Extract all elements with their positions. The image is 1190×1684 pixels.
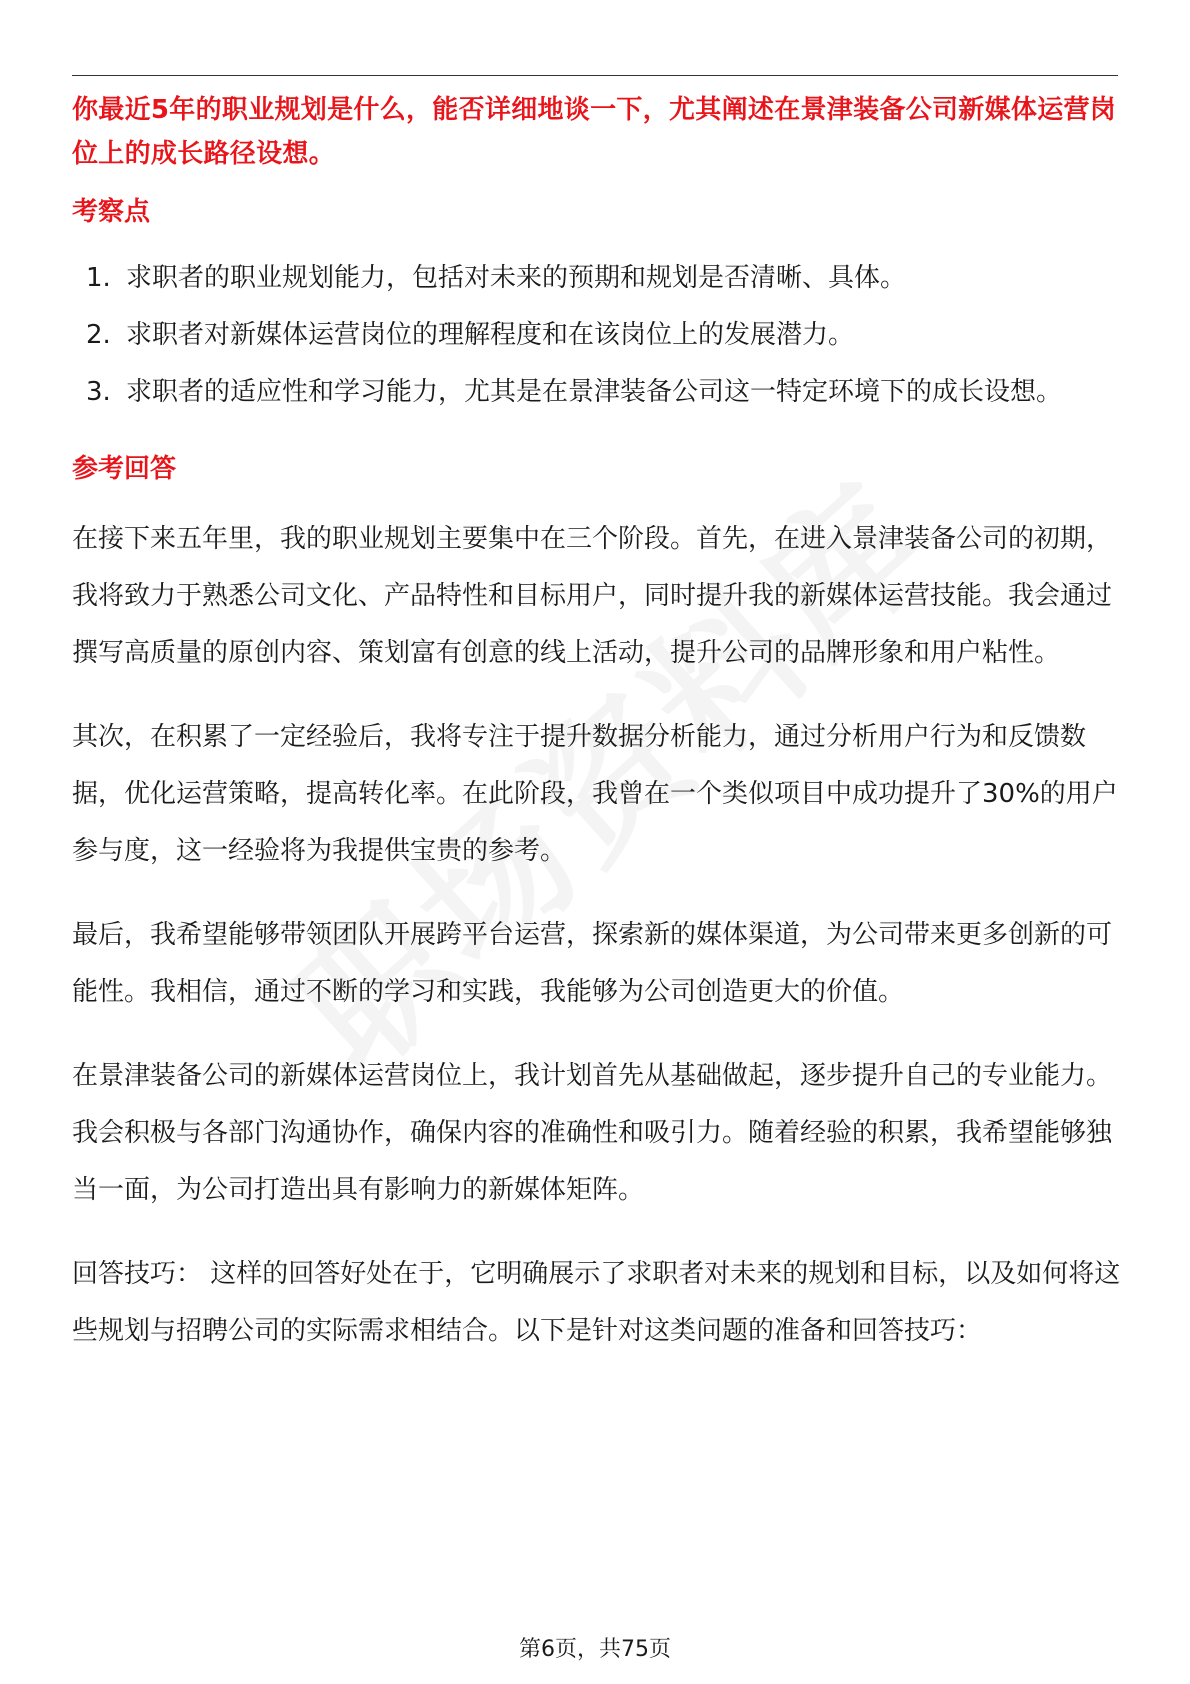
focus-list bbox=[72, 250, 1122, 421]
question-title: 你最近5年的职业规划是什么，能否详细地谈一下，尤其阐述在景津装备公司新媒体运营岗位上的成长路径设想。 bbox=[72, 95, 1117, 169]
answer-paragraph: 在接下来五年里，我的职业规划主要集中在三个阶段。首先，在进入景津装备公司的初期，我将致力于熟悉公司文化、产品特性和目标用户，同时提升我的新媒体运营技能。我会通过撰写高质量的原创内容、策划富有创意的线上活动，提升公司的品牌形象和用户粘性。 bbox=[72, 524, 1113, 668]
page-number: 第6页，共75页 bbox=[519, 1637, 671, 1662]
document-body bbox=[72, 88, 1122, 1360]
top-rule bbox=[72, 75, 1118, 76]
list-item bbox=[72, 250, 1122, 307]
list-item bbox=[72, 364, 1122, 421]
focus-heading: 考察点 bbox=[72, 197, 151, 227]
answer-paragraph: 在景津装备公司的新媒体运营岗位上，我计划首先从基础做起，逐步提升自己的专业能力。我会积极与各部门沟通协作，确保内容的准确性和吸引力。随着经验的积累，我希望能够独当一面，为公司打造出具有影响力的新媒体矩阵。 bbox=[72, 1061, 1113, 1205]
answer-paragraph: 其次，在积累了一定经验后，我将专注于提升数据分析能力，通过分析用户行为和反馈数据，优化运营策略，提高转化率。在此阶段，我曾在一个类似项目中成功提升了30%的用户参与度，这一经验将为我提供宝贵的参考。 bbox=[72, 722, 1118, 866]
list-item-number: 2. bbox=[86, 320, 111, 350]
answer-tips-paragraph: 回答技巧： 这样的回答好处在于，它明确展示了求职者对未来的规划和目标，以及如何将这些规划与招聘公司的实际需求相结合。以下是针对这类问题的准备和回答技巧： bbox=[72, 1259, 1121, 1346]
list-item-text: 求职者的职业规划能力，包括对未来的预期和规划是否清晰、具体。 bbox=[126, 263, 907, 293]
answer-paragraph: 最后，我希望能够带领团队开展跨平台运营，探索新的媒体渠道，为公司带来更多创新的可能性。我相信，通过不断的学习和实践，我能够为公司创造更大的价值。 bbox=[72, 920, 1113, 1007]
list-item-number: 3. bbox=[86, 377, 111, 407]
list-item-number: 1. bbox=[86, 263, 111, 293]
answer-heading: 参考回答 bbox=[72, 454, 177, 484]
list-item-text: 求职者的适应性和学习能力，尤其是在景津装备公司这一特定环境下的成长设想。 bbox=[126, 377, 1063, 407]
list-item bbox=[72, 307, 1122, 364]
list-item-text: 求职者对新媒体运营岗位的理解程度和在该岗位上的发展潜力。 bbox=[126, 320, 855, 350]
